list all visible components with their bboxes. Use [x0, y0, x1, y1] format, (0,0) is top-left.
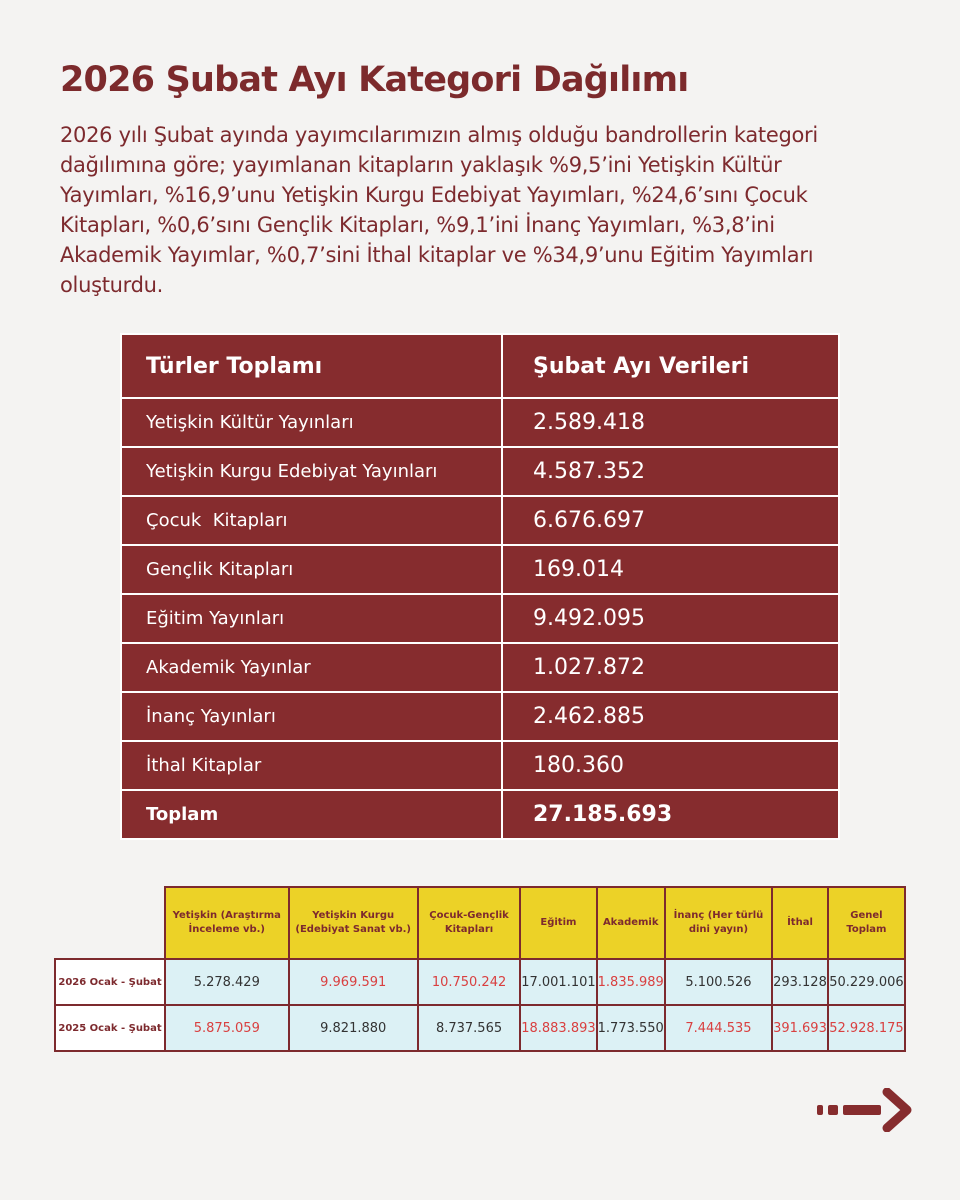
table-row [121, 398, 839, 447]
category-table-header [121, 334, 839, 398]
empty-corner [55, 887, 165, 959]
total-label: Toplam [121, 790, 502, 839]
row-label: Gençlik Kitapları [121, 545, 502, 594]
row-value: 180.360 [502, 741, 839, 790]
row-label: Eğitim Yayınları [121, 594, 502, 643]
row-label: Yetişkin Kurgu Edebiyat Yayınları [121, 447, 502, 496]
cell-value: 50.229.006 [828, 959, 905, 1005]
header-february: Şubat Ayı Verileri [502, 334, 839, 398]
col-header-children-youth: Çocuk-Gençlik Kitapları [418, 887, 520, 959]
row-label-2026: 2026 Ocak - Şubat [55, 959, 165, 1005]
row-label: Akademik Yayınlar [121, 643, 502, 692]
row-label-2025: 2025 Ocak - Şubat [55, 1005, 165, 1051]
col-header-education: Eğitim [520, 887, 596, 959]
comparison-header-row [55, 887, 905, 959]
arrow-right-icon[interactable] [817, 1088, 913, 1136]
cell-value: 5.278.429 [165, 959, 289, 1005]
cell-value: 5.875.059 [165, 1005, 289, 1051]
row-value: 2.462.885 [502, 692, 839, 741]
table-row [121, 545, 839, 594]
table-row [121, 741, 839, 790]
col-header-faith: İnanç (Her türlü dini yayın) [665, 887, 772, 959]
row-label: Yetişkin Kültür Yayınları [121, 398, 502, 447]
cell-value: 17.001.101 [520, 959, 596, 1005]
row-value: 1.027.872 [502, 643, 839, 692]
table-row [55, 959, 905, 1005]
cell-value: 7.444.535 [665, 1005, 772, 1051]
header-types: Türler Toplamı [121, 334, 502, 398]
cell-value: 52.928.175 [828, 1005, 905, 1051]
row-label: İnanç Yayınları [121, 692, 502, 741]
table-row [121, 643, 839, 692]
comparison-table [54, 886, 906, 1052]
row-value: 169.014 [502, 545, 839, 594]
table-row [121, 447, 839, 496]
col-header-adult-research: Yetişkin (Araştırma İnceleme vb.) [165, 887, 289, 959]
total-row [121, 790, 839, 839]
total-value: 27.185.693 [502, 790, 839, 839]
cell-value: 5.100.526 [665, 959, 772, 1005]
table-row [55, 1005, 905, 1051]
cell-value: 8.737.565 [418, 1005, 520, 1051]
cell-value: 10.750.242 [418, 959, 520, 1005]
cell-value: 9.969.591 [289, 959, 418, 1005]
col-header-total: Genel Toplam [828, 887, 905, 959]
category-table [120, 333, 840, 840]
row-value: 6.676.697 [502, 496, 839, 545]
cell-value: 1.835.989 [597, 959, 665, 1005]
intro-paragraph: 2026 yılı Şubat ayında yayımcılarımızın almış olduğu bandrollerin kategori dağılımına göre; yayımlanan kitapların yaklaşık %9,5’ini Yetişkin Kültür Yayımları, %16,9’unu Yetişkin Kurgu Edebiyat Yayımları, %24,6’sını Çocuk Kitapları, %0,6’sını Gençlik Kitapları, %9,1’ini İnanç Yayımları, %3,8’ini Akademik Yayımlar, %0,7’sini İthal kitaplar ve %34,9’unu Eğitim Yayımları oluşturdu. [60, 123, 818, 297]
cell-value: 18.883.893 [520, 1005, 596, 1051]
col-header-adult-fiction: Yetişkin Kurgu (Edebiyat Sanat vb.) [289, 887, 418, 959]
row-value: 9.492.095 [502, 594, 839, 643]
table-row [121, 496, 839, 545]
page-title: 2026 Şubat Ayı Kategori Dağılımı [60, 60, 689, 100]
cell-value: 293.128 [772, 959, 828, 1005]
col-header-import: İthal [772, 887, 828, 959]
row-value: 2.589.418 [502, 398, 839, 447]
row-label: Çocuk Kitapları [121, 496, 502, 545]
col-header-academic: Akademik [597, 887, 665, 959]
table-row [121, 594, 839, 643]
cell-value: 391.693 [772, 1005, 828, 1051]
row-value: 4.587.352 [502, 447, 839, 496]
row-label: İthal Kitaplar [121, 741, 502, 790]
table-row [121, 692, 839, 741]
cell-value: 9.821.880 [289, 1005, 418, 1051]
cell-value: 1.773.550 [597, 1005, 665, 1051]
